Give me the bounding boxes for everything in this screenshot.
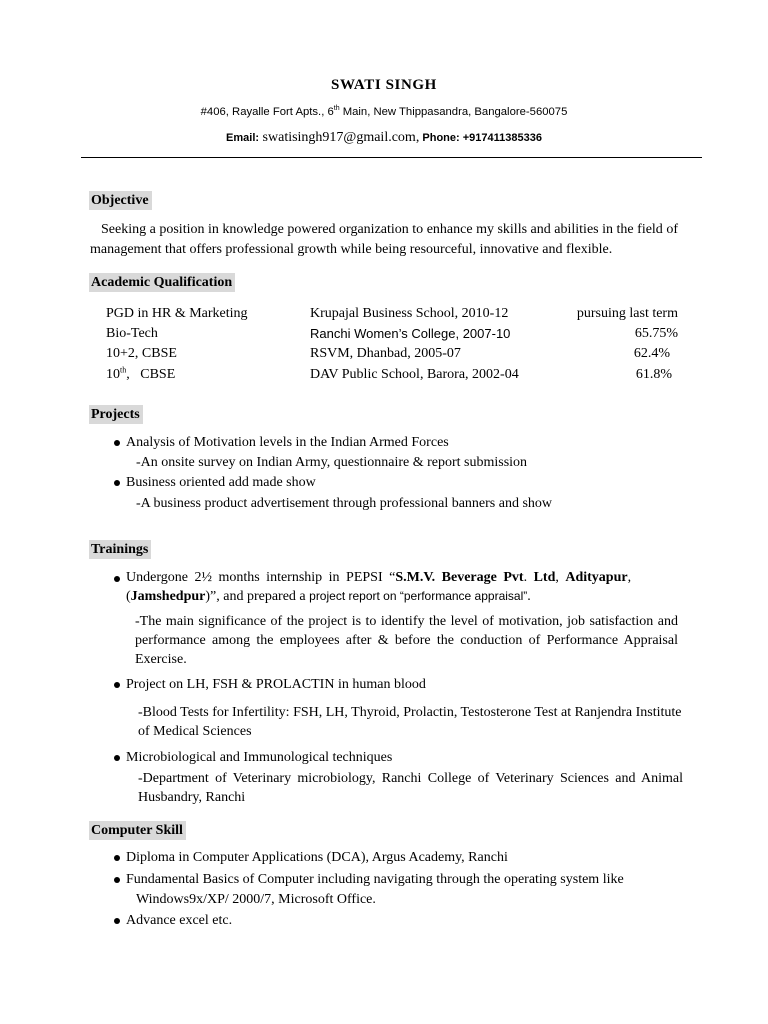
bullet-icon <box>114 918 120 924</box>
academic-row <box>106 304 678 324</box>
company-suffix: Ltd <box>533 570 556 585</box>
email-address: swatisingh917@gmail.com, <box>259 130 420 145</box>
institute: Ranchi Women’s College, 2007-10 <box>310 326 511 341</box>
academic-row <box>106 324 678 344</box>
project-title: Business oriented add made show <box>126 475 316 490</box>
degree-board: , CBSE <box>126 367 176 382</box>
objective-heading: Objective <box>89 191 152 210</box>
project-report-title: project report on “performance appraisal” <box>309 589 528 603</box>
company-city: Jamshedpur <box>130 589 206 604</box>
academic-row <box>106 344 678 364</box>
score: pursuing last term <box>576 306 678 321</box>
training-text: . <box>523 570 534 585</box>
score: 62.4% <box>633 346 670 361</box>
academic-row <box>106 365 678 385</box>
bullet-icon <box>114 755 120 761</box>
address-line <box>0 106 768 118</box>
institute: DAV Public School, Barora, 2002-04 <box>310 367 519 382</box>
training-text: Undergone 2½ months internship in PEPSI “ <box>126 570 396 585</box>
email-label: Email: <box>226 132 260 144</box>
degree-superscript: th <box>120 365 127 375</box>
bullet-icon <box>114 440 120 446</box>
skill-item: Advance excel etc. <box>126 913 233 928</box>
computer-heading: Computer Skill <box>89 821 186 840</box>
training-text: , <box>555 570 566 585</box>
project-detail: -An onsite survey on Indian Army, questionnaire & report submission <box>136 455 528 470</box>
contact-line <box>0 130 768 146</box>
trainings-heading: Trainings <box>89 540 151 559</box>
bullet-icon <box>114 877 120 883</box>
projects-heading: Projects <box>89 405 143 424</box>
address-superscript: th <box>333 105 340 113</box>
company-name: S.M.V. Beverage Pvt <box>395 570 524 585</box>
candidate-name: SWATI SINGH <box>331 77 437 93</box>
training-title: Microbiological and Immunological techniques <box>126 750 393 765</box>
project-title: Analysis of Motivation levels in the Indian Armed Forces <box>126 435 449 450</box>
academic-heading: Academic Qualification <box>89 273 235 292</box>
address-text: #406, Rayalle Fort Apts., 6 <box>200 106 334 118</box>
training-title-line2 <box>126 586 531 607</box>
degree: Bio-Tech <box>106 326 158 341</box>
project-detail: -A business product advertisement through professional banners and show <box>136 496 553 511</box>
training-detail: -Department of Veterinary microbiology, Ranchi College of Veterinary Sciences and Animal Husbandry, Ranchi <box>138 771 683 805</box>
objective-text: Seeking a position in knowledge powered organization to enhance my skills and abilities in the field of management that offers professional growth while being resourceful, innovative and flexible. <box>90 222 678 257</box>
bullet-icon <box>114 855 120 861</box>
degree <box>106 365 175 385</box>
training-detail: -Blood Tests for Infertility: FSH, LH, Thyroid, Prolactin, Testosterone Test at Ranjendra Institute of Medical Sciences <box>138 705 682 739</box>
skill-item: Diploma in Computer Applications (DCA), Argus Academy, Ranchi <box>126 850 508 865</box>
training-text: )”, and prepared a <box>205 589 310 604</box>
company-location: Adityapur <box>565 570 628 585</box>
skill-item-continued: Windows9x/XP/ 2000/7, Microsoft Office. <box>136 892 376 907</box>
skill-item: Fundamental Basics of Computer including navigating through the operating system like <box>126 872 624 887</box>
training-text: , <box>627 570 632 585</box>
bullet-icon <box>114 576 120 582</box>
address-text-rest: Main, New Thippasandra, Bangalore-560075 <box>339 106 568 118</box>
institute: Krupajal Business School, 2010-12 <box>310 306 509 321</box>
training-title: Project on LH, FSH & PROLACTIN in human blood <box>126 677 426 692</box>
score: 61.8% <box>635 367 672 382</box>
training-text: ( <box>126 589 131 604</box>
degree-number: 10 <box>106 367 120 382</box>
institute: RSVM, Dhanbad, 2005-07 <box>310 346 461 361</box>
training-title-line1 <box>126 568 678 588</box>
header-divider <box>81 157 702 158</box>
degree: PGD in HR & Marketing <box>106 306 248 321</box>
training-text: . <box>527 589 531 604</box>
phone-number: Phone: +917411385336 <box>419 132 542 144</box>
score: 65.75% <box>634 326 678 341</box>
bullet-icon <box>114 682 120 688</box>
training-detail: -The main significance of the project is to identify the level of motivation, job satisfaction and performance among the employees after & before the conduction of Performance Appraisal Exercise. <box>135 614 678 667</box>
degree: 10+2, CBSE <box>106 346 177 361</box>
bullet-icon <box>114 480 120 486</box>
